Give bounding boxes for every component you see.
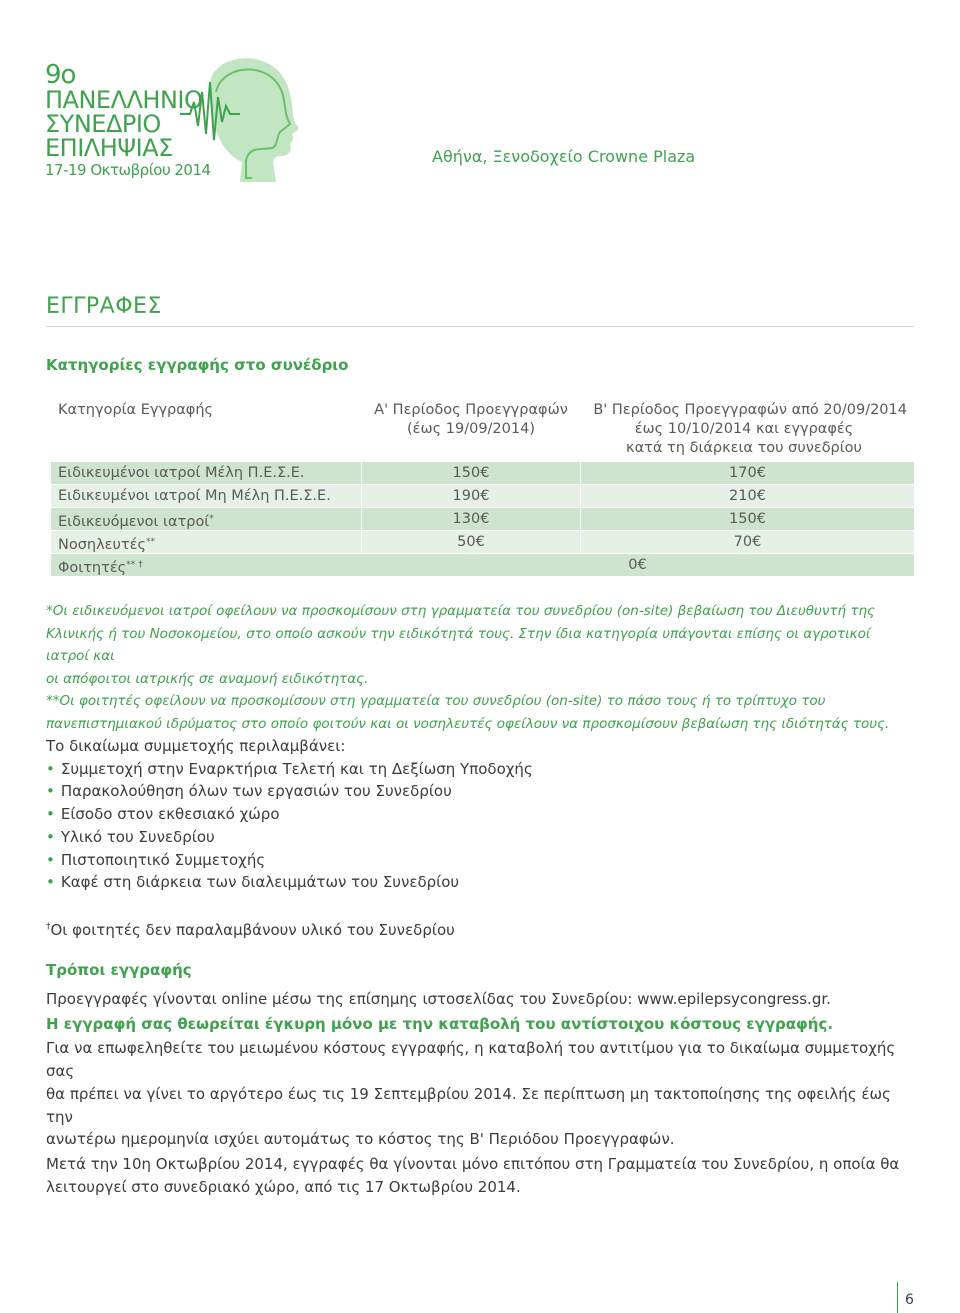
onsite-registration-text-1: Μετά την 10η Οκτωβρίου 2014, εγγραφές θα γίνονται μόνο επιτόπου στη Γραμματεία του Συνεδρίου, η οποία θα: [46, 1154, 900, 1173]
row-footnote-mark: **: [145, 537, 155, 547]
participation-rights: [46, 735, 916, 894]
row-period-a: 150€: [361, 462, 581, 484]
row-category: Ειδικευόμενοι ιατροί: [58, 514, 210, 530]
row-category: Φοιτητές: [58, 560, 127, 576]
header-category: Κατηγορία Εγγραφής: [58, 402, 214, 418]
row-period-b: 150€: [729, 511, 766, 527]
row-category: Ειδικευμένοι ιατροί Μη Μέλη Π.Ε.Σ.Ε.: [58, 488, 331, 504]
registration-methods-body: [46, 988, 916, 1198]
row-period-b: 170€: [729, 465, 766, 481]
onsite-registration-text-2: λειτουργεί στο συνεδριακό χώρο, από τις 17 Οκτωβρίου 2014.: [46, 1177, 521, 1196]
footnote-students-2: πανεπιστημιακού ιδρύματος στο οποίο φοιτούν και οι νοσηλευτές οφείλουν να προσκομίσουν βεβαίωση της ιδιότητάς τους.: [46, 715, 890, 732]
congress-logo: [45, 62, 265, 192]
list-item: • Συμμετοχή στην Εναρκτήρια Τελετή και τη Δεξίωση Υποδοχής: [46, 758, 916, 781]
page-number-divider: [897, 1282, 898, 1313]
header-period-b-line3: κατά τη διάρκεια του συνεδρίου: [626, 440, 862, 456]
footnote-residents-3: οι απόφοιτοι ιατρικής σε αναμονή ειδικότητας.: [46, 670, 369, 687]
logo-line-1: ΠΑΝΕΛΛΗΝΙΟ: [45, 86, 203, 114]
students-note-text: Οι φοιτητές δεν παραλαμβάνουν υλικό του Συνεδρίου: [50, 921, 455, 939]
validity-notice: Η εγγραφή σας θεωρείται έγκυρη μόνο με την καταβολή του αντίστοιχου κόστους εγγραφής.: [46, 1014, 834, 1033]
header-period-b-line2: έως 10/10/2014 και εγγραφές: [634, 421, 854, 437]
early-payment-text-2: θα πρέπει να γίνει το αργότερο έως τις 19 Σεπτεμβρίου 2014. Σε περίπτωση μη τακτοποίησης της οφειλής έως την: [46, 1084, 891, 1126]
row-footnote-mark: *: [209, 514, 214, 524]
header-period-b: [581, 397, 914, 462]
logo-line-3: ΕΠΙΛΗΨΙΑΣ: [45, 134, 173, 162]
row-category-cell: [51, 508, 361, 530]
venue-location: Αθήνα, Ξενοδοχείο Crowne Plaza: [432, 147, 696, 166]
header-period-b-line1: Β' Περίοδος Προεγγραφών από 20/09/2014: [593, 402, 907, 418]
row-category: Ειδικευμένοι ιατροί Μέλη Π.Ε.Σ.Ε.: [58, 465, 305, 481]
footnote-students-1: **Οι φοιτητές οφείλουν να προσκομίσουν στη γραμματεία του συνεδρίου (on-site) το πάσο τους ή το τρίπτυχο του: [46, 693, 826, 709]
footnote-residents-2: Κλινικής ή του Νοσοκομείου, στο οποίο ασκούν την ειδικότητά τους. Στην ίδια κατηγορία υπάγονται επίσης οι αγροτικοί ιατροί και: [46, 625, 871, 664]
row-category-cell: [51, 554, 361, 576]
page-number: 6: [905, 1292, 914, 1308]
table-row: [51, 508, 914, 530]
row-category-cell: [51, 531, 361, 553]
registration-methods-heading: Τρόποι εγγραφής: [46, 961, 192, 979]
logo-dates: 17-19 Οκτωβρίου 2014: [45, 161, 211, 179]
list-item: • Υλικό του Συνεδρίου: [46, 826, 916, 849]
list-item: • Παρακολούθηση όλων των εργασιών του Συνεδρίου: [46, 780, 916, 803]
title-divider: [46, 326, 914, 327]
rights-list: [46, 758, 916, 894]
list-item: • Πιστοποιητικό Συμμετοχής: [46, 849, 916, 872]
row-category: Νοσηλευτές: [58, 537, 146, 553]
row-period-a: 190€: [361, 485, 581, 507]
dagger-mark: †: [46, 922, 51, 932]
online-registration-text: Προεγγραφές γίνονται online μέσω της επίσημης ιστοσελίδας του Συνεδρίου: www.epilepsycongress.gr.: [46, 990, 831, 1008]
page-title: ΕΓΓΡΑΦΕΣ: [46, 294, 162, 319]
table-header: [51, 397, 914, 462]
table-row: [51, 531, 914, 553]
table-row: [51, 554, 914, 576]
header-period-a: [361, 397, 581, 462]
table-footnotes: [46, 600, 916, 735]
header-period-a-line2: (έως 19/09/2014): [407, 421, 535, 437]
row-period-b: 210€: [729, 488, 766, 504]
logo-line-2: ΣΥΝΕΔΡΙΟ: [45, 110, 161, 138]
row-combined-fee: 0€: [628, 557, 647, 573]
logo-edition: 9ο: [45, 60, 76, 90]
categories-heading: Κατηγορίες εγγραφής στο συνέδριο: [46, 356, 349, 374]
registration-fees-table: [51, 397, 914, 577]
table-row: [51, 462, 914, 484]
list-item: • Καφέ στη διάρκεια των διαλειμμάτων του Συνεδρίου: [46, 871, 916, 894]
footnote-residents-1: *Οι ειδικευόμενοι ιατροί οφείλουν να προσκομίσουν στη γραμματεία του συνεδρίου (on-site) βεβαίωση του Διευθυντή της: [46, 603, 875, 619]
students-note: [46, 916, 455, 941]
early-payment-text-3: ανωτέρω ημερομηνία ισχύει αυτομάτως το κόστος της Β' Περιόδου Προεγγραφών.: [46, 1130, 675, 1149]
rights-intro: Το δικαίωμα συμμετοχής περιλαμβάνει:: [46, 737, 346, 755]
early-payment-text-1: Για να επωφεληθείτε του μειωμένου κόστους εγγραφής, η καταβολή του αντιτίμου για το δικαίωμα συμμετοχής σας: [46, 1039, 896, 1081]
list-item: • Είσοδο στον εκθεσιακό χώρο: [46, 803, 916, 826]
table-row: [51, 485, 914, 507]
row-footnote-mark: ** †: [126, 560, 143, 570]
header-period-a-line1: Α' Περίοδος Προεγγραφών: [374, 402, 568, 418]
row-period-b: 70€: [733, 534, 762, 550]
row-period-a: 50€: [361, 531, 581, 553]
row-period-a: 130€: [361, 508, 581, 530]
